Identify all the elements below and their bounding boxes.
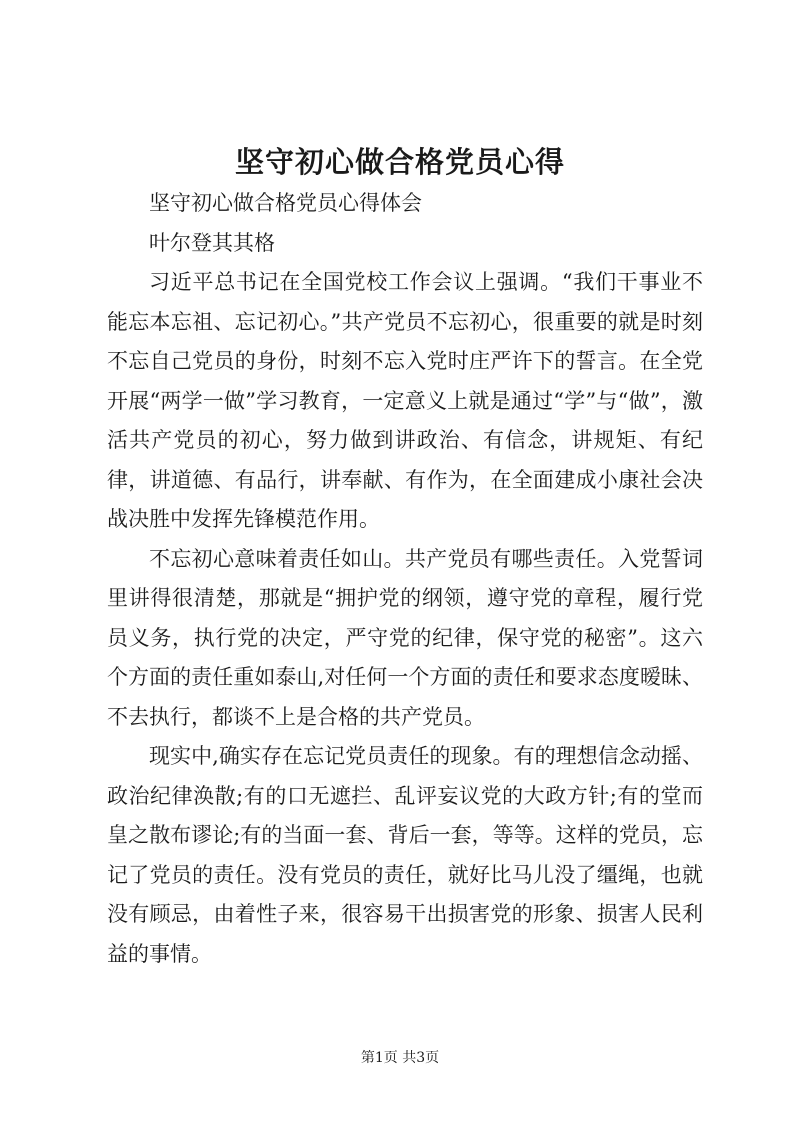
body-paragraph: 习近平总书记在全国党校工作会议上强调。“我们干事业不能忘本忘祖、忘记初心。”共产党员不忘初心，很重要的就是时刻不忘自己党员的身份，时刻不忘入党时庄严许下的誓言。在全党开展“两学一做”学习教育，一定意义上就是通过“学”与“做”，激活共产党员的初心，努力做到讲政治、有信念，讲规矩、有纪律，讲道德、有品行，讲奉献、有作为，在全面建成小康社会决战决胜中发挥先锋模范作用。 bbox=[107, 270, 703, 531]
body-paragraph: 现实中,确实存在忘记党员责任的现象。有的理想信念动摇、政治纪律涣散;有的口无遮拦、乱评妄议党的大政方针;有的堂而皇之散布谬论;有的当面一套、背后一套，等等。这样的党员，忘记了党员的责任。没有党员的责任，就好比马儿没了缰绳，也就没有顾忌，由着性子来，很容易干出损害党的形象、损害人民利益的事情。 bbox=[107, 744, 703, 966]
author-paragraph: 叶尔登其其格 bbox=[149, 230, 275, 255]
document-body bbox=[107, 184, 703, 974]
page-footer: 第1页 共3页 bbox=[360, 1050, 440, 1066]
subtitle-paragraph: 坚守初心做合格党员心得体会 bbox=[149, 191, 422, 215]
document-title: 坚守初心做合格党员心得 bbox=[234, 145, 565, 179]
body-paragraph: 不忘初心意味着责任如山。共产党员有哪些责任。入党誓词里讲得很清楚，那就是“拥护党的纲领，遵守党的章程，履行党员义务，执行党的决定，严守党的纪律，保守党的秘密”。这六个方面的责任重如泰山,对任何一个方面的责任和要求态度暧昧、不去执行，都谈不上是合格的共产党员。 bbox=[107, 546, 703, 729]
